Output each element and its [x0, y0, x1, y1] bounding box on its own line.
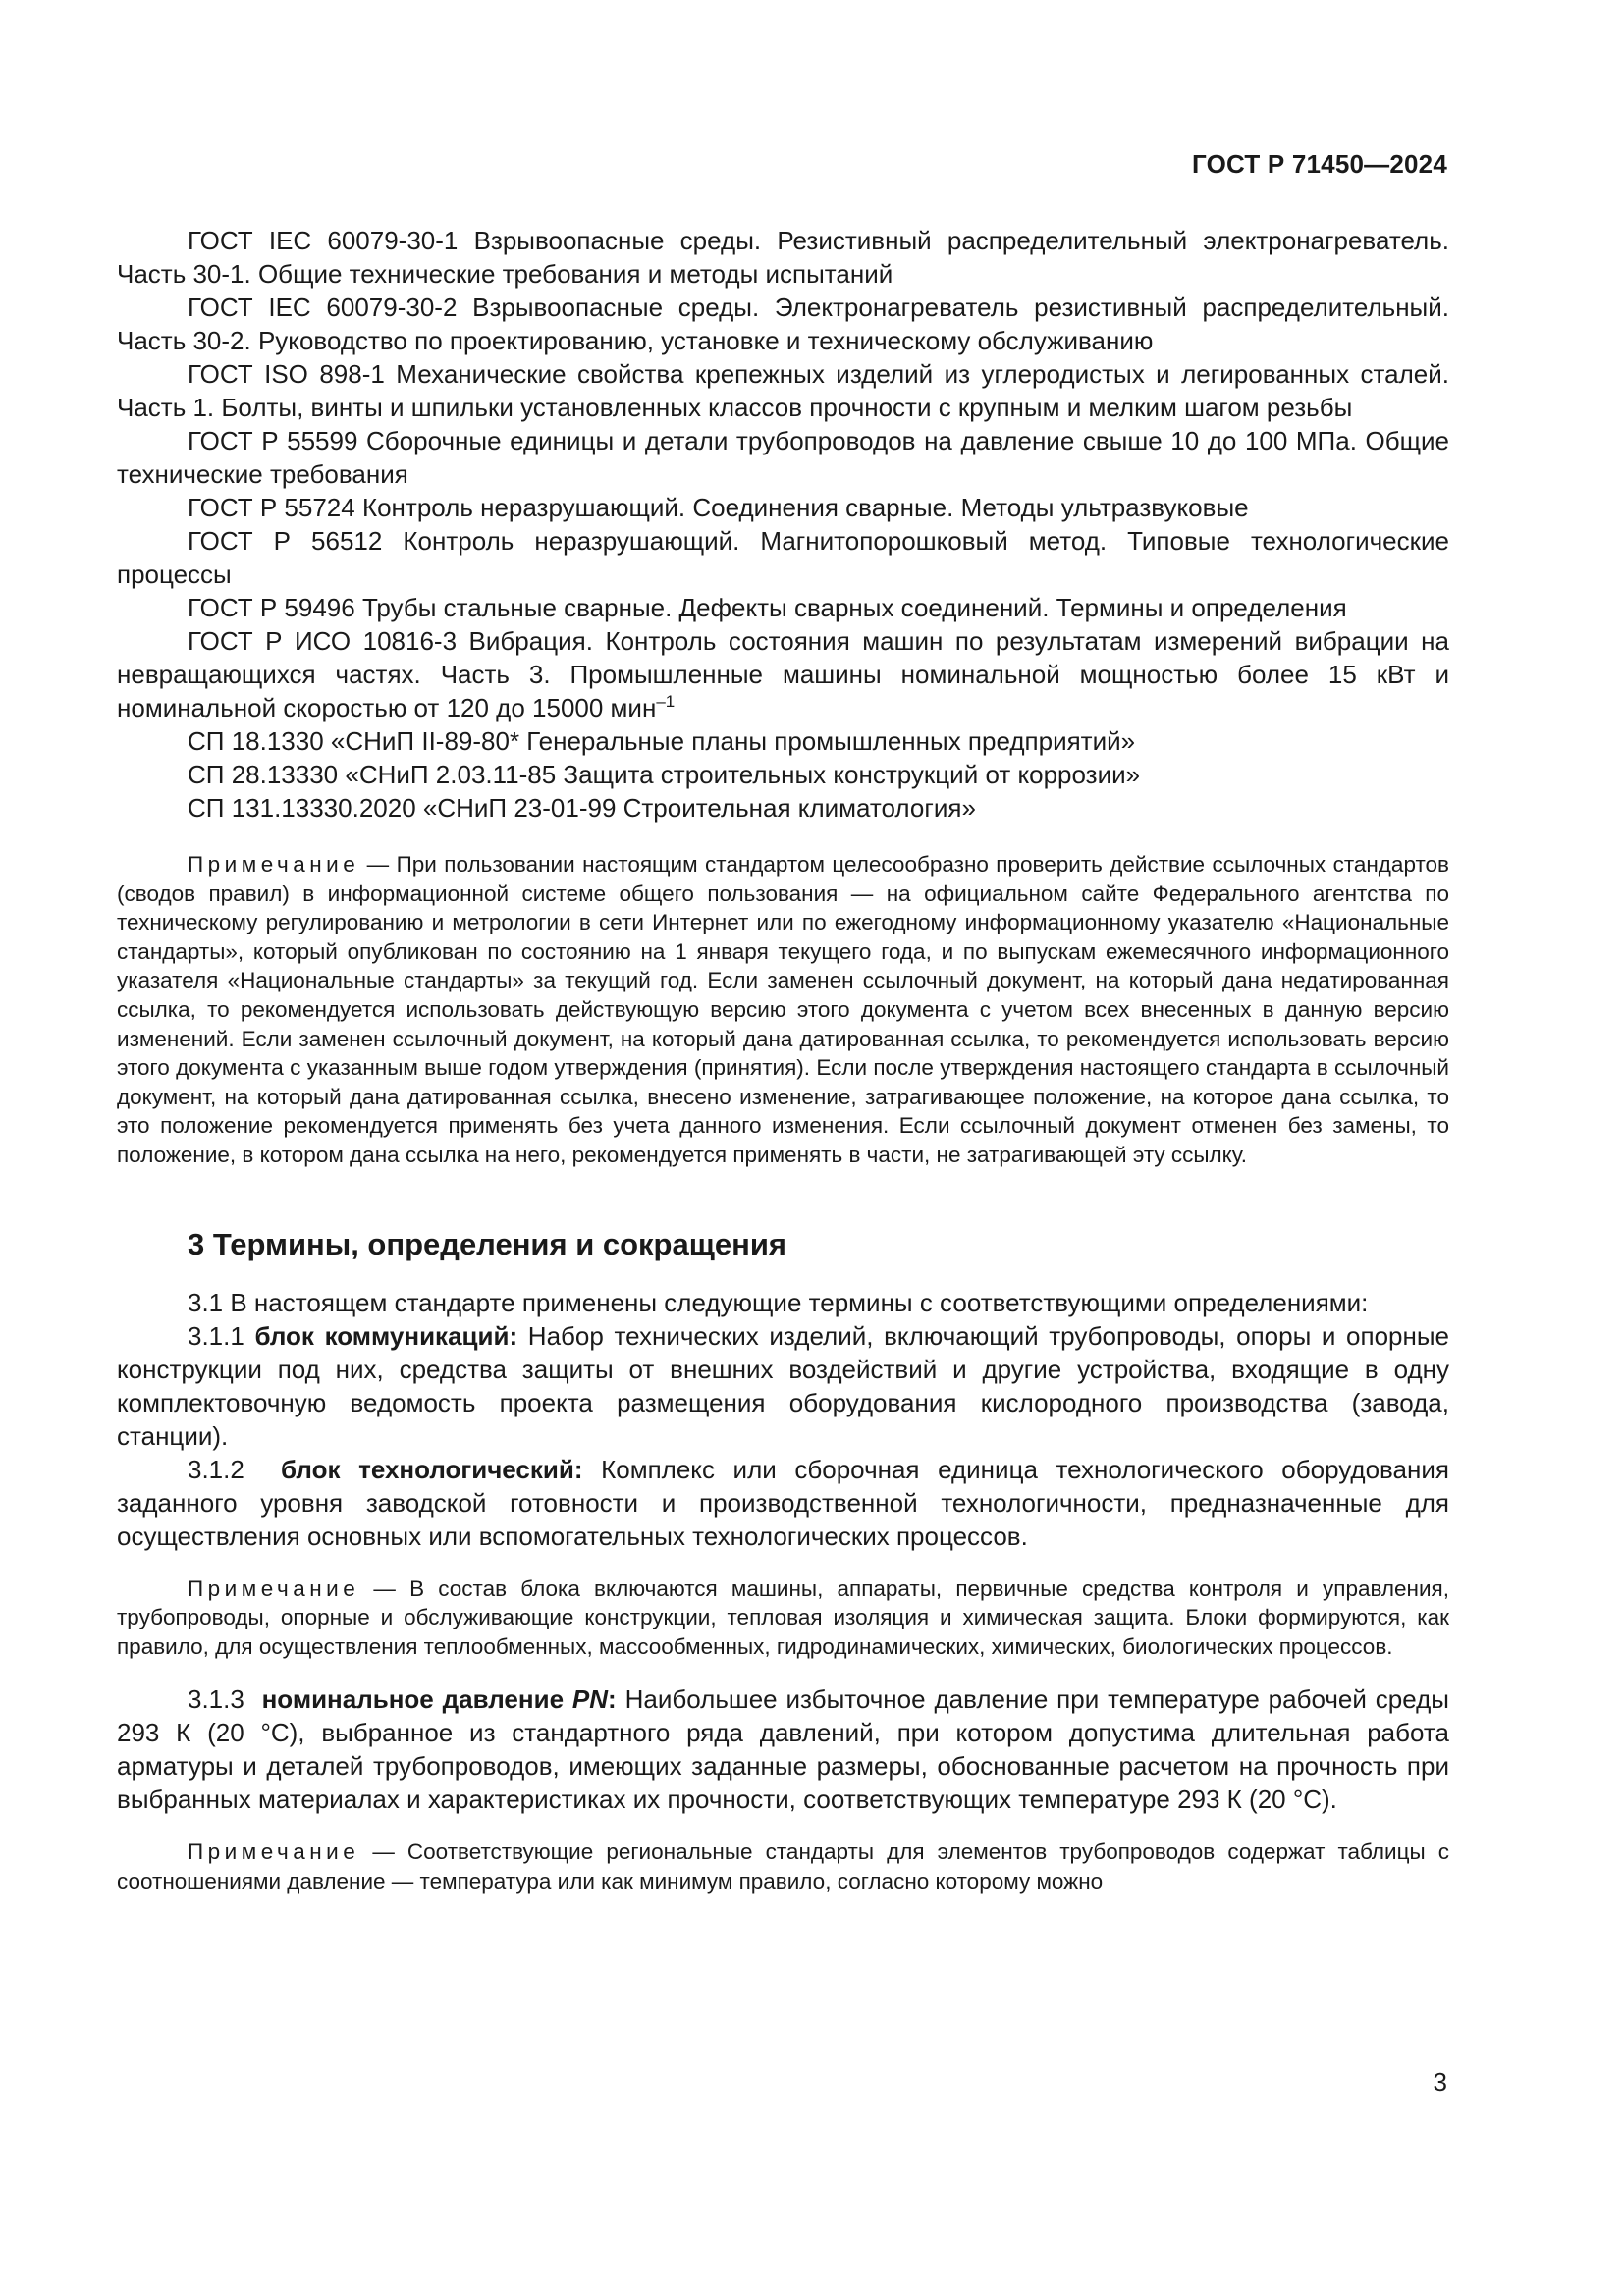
- note-block: Примечание — Соответствующие региональные стандарты для элементов трубопроводов содержат таблицы с соотношениями давление — температура или как минимум правило, согласно которому можно: [117, 1840, 1449, 1894]
- reference-item: ГОСТ Р 55599 Сборочные единицы и детали трубопроводов на давление свыше 10 до 100 МПа. Общие технические требования: [117, 426, 1449, 489]
- term-name: номинальное давление PN:: [261, 1684, 617, 1715]
- term-name: блок технологический:: [281, 1454, 583, 1484]
- reference-item: СП 18.1330 «СНиП II-89-80* Генеральные планы промышленных предприятий»: [188, 726, 1136, 756]
- term-number: 3.1.3: [188, 1684, 244, 1715]
- normative-references-list: [117, 224, 1449, 825]
- reference-item: [117, 624, 1449, 724]
- reference-item: ГОСТ IEC 60079-30-1 Взрывоопасные среды. Резистивный распределительный электронагреватель. Часть 30-1. Общие технические требования и методы испытаний: [117, 226, 1449, 289]
- note-text: В состав блока включаются машины, аппараты, первичные средства контроля и управления, трубопроводы, опорные и обслуживающие конструкции, тепловая изоляция и химическая защита. Блоки формируются, как правило, для осуществления теплообменных, массообменных, гидродинамических, химических, биологических процессов.: [117, 1575, 1449, 1659]
- note-label: Примечание: [188, 1840, 360, 1865]
- term-number: 3.1.2: [188, 1454, 244, 1484]
- reference-item: ГОСТ Р 59496 Трубы стальные сварные. Дефекты сварных соединений. Термины и определения: [188, 593, 1347, 622]
- reference-item: ГОСТ ISO 898-1 Механические свойства крепежных изделий из углеродистых и легированных сталей. Часть 1. Болты, винты и шпильки установленных классов прочности с крупным и мелким шагом резьбы: [117, 359, 1449, 422]
- reference-item: СП 131.13330.2020 «СНиП 23-01-99 Строительная климатология»: [188, 793, 976, 823]
- term-definition: Набор технических изделий, включающий трубопроводы, опоры и опорные конструкции под них, средства защиты от внешних воздействий и другие устройства, входящие в одну комплектовочную ведомость проекта размещения оборудования кислородного производства (завода, станции).: [117, 1320, 1450, 1451]
- note-text: Соответствующие региональные стандарты для элементов трубопроводов содержат таблицы с соотношениями давление — температура или как минимум правило, согласно которому можно: [117, 1840, 1449, 1894]
- note-label: Примечание: [188, 1575, 360, 1601]
- reference-item: ГОСТ Р 55724 Контроль неразрушающий. Соединения сварные. Методы ультразвуковые: [188, 493, 1249, 522]
- term-entry: [117, 1682, 1449, 1816]
- term-name: блок коммуникаций:: [254, 1320, 518, 1351]
- page-number: 3: [1433, 2067, 1447, 2097]
- term-entry: [117, 1453, 1449, 1553]
- reference-item: ГОСТ IEC 60079-30-2 Взрывоопасные среды. Электронагреватель резистивный распределительный. Часть 30-2. Руководство по проектированию, установке и техническому обслуживанию: [117, 293, 1449, 355]
- terms-intro: 3.1 В настоящем стандарте применены следующие термины с соответствующими определениями:: [188, 1287, 1369, 1317]
- document-header: ГОСТ Р 71450—2024: [1192, 149, 1447, 179]
- term-definition: Комплекс или сборочная единица технологического оборудования заданного уровня заводской готовности и производственной технологичности, предназначенные для осуществления основных или вспомогательных технологических процессов.: [117, 1454, 1449, 1551]
- term-definition: Наибольшее избыточное давление при температуре рабочей среды 293 К (20 °С), выбранное из стандартного ряда давлений, при котором допустима длительная работа арматуры и деталей трубопроводов, имеющих заданные размеры, обоснованные расчетом на прочность при выбранных материалах и характеристиках их прочности, соответствующих температуре 293 К (20 °С).: [117, 1684, 1449, 1815]
- page-content: [117, 224, 1449, 1896]
- term-number: 3.1.1: [188, 1320, 244, 1351]
- reference-item: ГОСТ Р 56512 Контроль неразрушающий. Магнитопорошковый метод. Типовые технологические процессы: [117, 526, 1449, 589]
- note-label: Примечание: [188, 852, 360, 877]
- section-title: 3 Термины, определения и сокращения: [188, 1226, 786, 1261]
- term-symbol: PN: [571, 1684, 609, 1715]
- note-text: При пользовании настоящим стандартом целесообразно проверить действие ссылочных стандартов (сводов правил) в информационной системе общего пользования — на официальном сайте Федерального агентства по техническому регулированию и метрологии в сети Интернет или по ежегодному информационному указателю «Национальные стандарты», который опубликован по состоянию на 1 января текущего года, и по выпускам ежемесячного информационного указателя «Национальные стандарты» за текущий год. Если заменен ссылочный документ, на который дана недатированная ссылка, то рекомендуется использовать действующую версию этого документа с учетом всех внесенных в данную версию изменений. Если заменен ссылочный документ, на который дана датированная ссылка, то рекомендуется использовать версию этого документа с указанным выше годом утверждения (принятия). Если после утверждения настоящего стандарта в ссылочный документ, на который дана датированная ссылка, внесено изменение, затрагивающее положение, на которое дана ссылка, то это положение рекомендуется применять без учета данного изменения. Если ссылочный документ отменен без замены, то положение, в котором дана ссылка на него, рекомендуется применять в части, не затрагивающей эту ссылку.: [117, 852, 1449, 1167]
- reference-text: ГОСТ Р ИСО 10816-3 Вибрация. Контроль состояния машин по результатам измерений вибрации на невращающихся частях. Часть 3. Промышленные машины номинальной мощностью более 15 кВт и номинальной скоростью от 120 до 15000 мин: [117, 626, 1449, 722]
- term-entry: [117, 1319, 1449, 1453]
- reference-item: СП 28.13330 «СНиП 2.03.11-85 Защита строительных конструкций от коррозии»: [188, 760, 1141, 789]
- note-block: Примечание — В состав блока включаются машины, аппараты, первичные средства контроля и управления, трубопроводы, опорные и обслуживающие конструкции, тепловая изоляция и химическая защита. Блоки формируются, как правило, для осуществления теплообменных, массообменных, гидродинамических, химических, биологических процессов.: [117, 1575, 1449, 1659]
- superscript: –1: [656, 692, 676, 711]
- note-references: Примечание — При пользовании настоящим стандартом целесообразно проверить действие ссылочных стандартов (сводов правил) в информационной системе общего пользования — на официальном сайте Федерального агентства по техническому регулированию и метрологии в сети Интернет или по ежегодному информационному указателю «Национальные стандарты», который опубликован по состоянию на 1 января текущего года, и по выпускам ежемесячного информационного указателя «Национальные стандарты» за текущий год. Если заменен ссылочный документ, на который дана недатированная ссылка, то рекомендуется использовать действующую версию этого документа с учетом всех внесенных в данную версию изменений. Если заменен ссылочный документ, на который дана датированная ссылка, то рекомендуется использовать версию этого документа с указанным выше годом утверждения (принятия). Если после утверждения настоящего стандарта в ссылочный документ, на который дана датированная ссылка, внесено изменение, затрагивающее положение, на которое дана ссылка, то это положение рекомендуется применять без учета данного изменения. Если ссылочный документ отменен без замены, то положение, в котором дана ссылка на него, рекомендуется применять в части, не затрагивающей эту ссылку.: [117, 852, 1449, 1167]
